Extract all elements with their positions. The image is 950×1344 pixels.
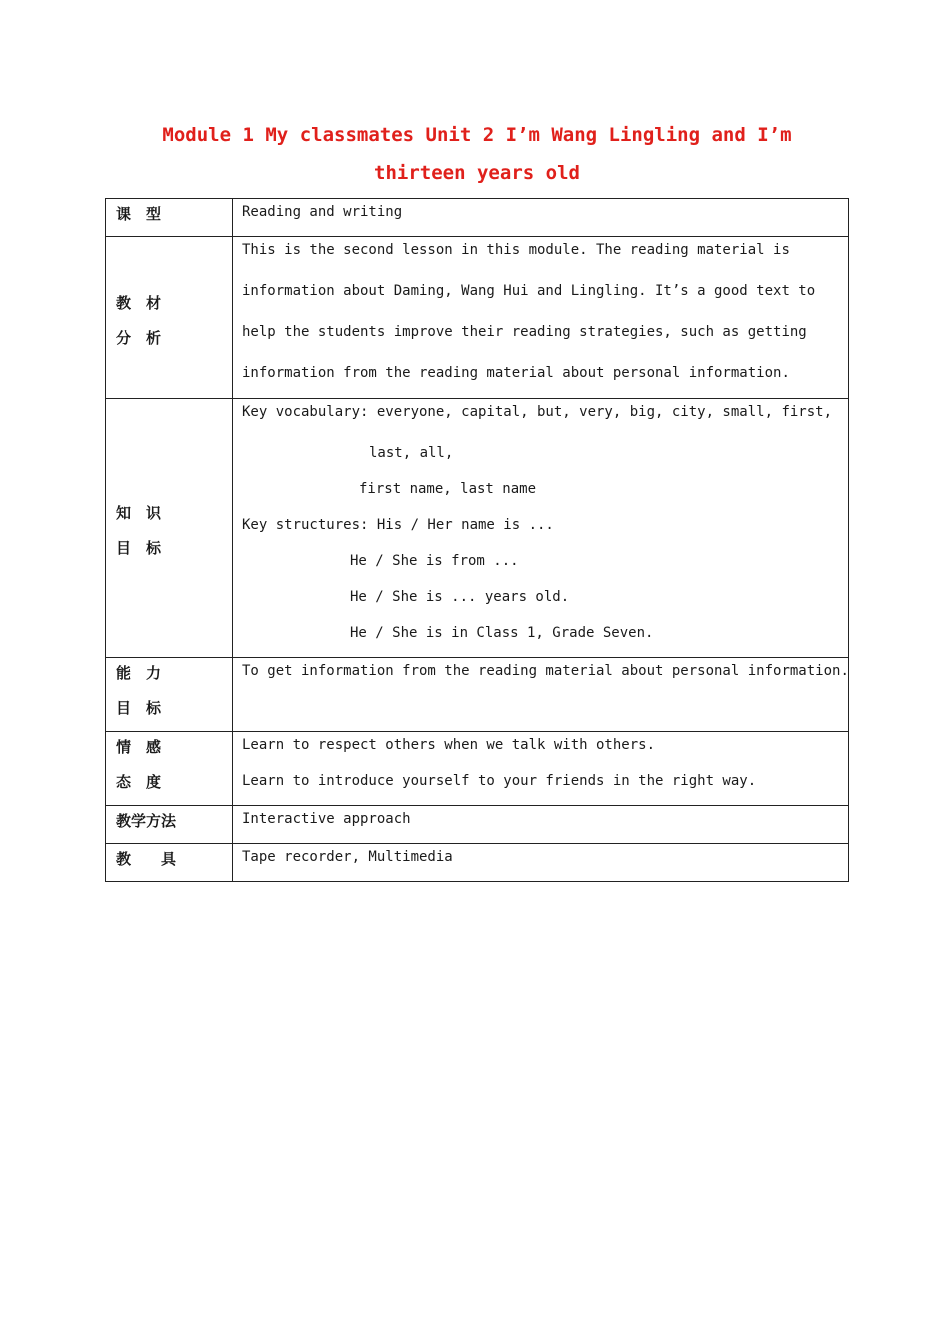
label-emotion-line-2: 态 度 <box>116 773 162 791</box>
label-teaching-tools-text: 教 具 <box>116 850 177 868</box>
label-ability-line-2: 目 标 <box>116 699 162 717</box>
label-emotion-attitude <box>106 732 233 806</box>
label-knowledge-line-2: 目 标 <box>116 539 162 557</box>
label-teaching-method-text: 教学方法 <box>116 812 177 830</box>
label-emotion-line-1: 情 感 <box>116 738 162 756</box>
row-emotion-attitude <box>106 732 849 806</box>
label-material-analysis-line-2: 分 析 <box>116 328 162 347</box>
structures-line-3: He / She is ... years old. <box>350 589 570 605</box>
label-lesson-type-text: 课 型 <box>116 205 162 223</box>
label-teaching-method <box>106 806 233 844</box>
analysis-line-2: information about Daming, Wang Hui and Lingling. It’s a good text to <box>242 283 816 299</box>
teaching-tools-value: Tape recorder, Multimedia <box>242 849 453 865</box>
content-teaching-method <box>233 806 849 844</box>
lesson-type-value: Reading and writing <box>242 204 403 220</box>
vocabulary-line-3: first name, last name <box>359 481 537 497</box>
label-material-analysis <box>106 237 233 399</box>
structures-line-4: He / She is in Class 1, Grade Seven. <box>350 625 654 641</box>
content-teaching-tools <box>233 844 849 882</box>
analysis-line-3: help the students improve their reading strategies, such as getting <box>242 324 807 340</box>
row-knowledge-objectives <box>106 399 849 658</box>
page-title-line-2: thirteen years old <box>374 162 580 184</box>
content-emotion-attitude <box>233 732 849 806</box>
row-teaching-method <box>106 806 849 844</box>
ability-text: To get information from the reading material about personal information. <box>242 663 849 679</box>
label-lesson-type <box>106 199 233 237</box>
emotion-line-2: Learn to introduce yourself to your friends in the right way. <box>242 773 757 789</box>
structures-line-1: Key structures: His / Her name is ... <box>242 517 554 533</box>
label-knowledge-objectives <box>106 399 233 658</box>
label-ability-line-1: 能 力 <box>116 664 162 682</box>
analysis-line-4: information from the reading material about personal information. <box>242 365 790 381</box>
row-lesson-type <box>106 199 849 237</box>
row-teaching-tools <box>106 844 849 882</box>
structures-line-2: He / She is from ... <box>350 553 519 569</box>
analysis-line-1: This is the second lesson in this module. The reading material is <box>242 242 790 258</box>
vocabulary-line-1: Key vocabulary: everyone, capital, but, very, big, city, small, first, <box>242 404 833 420</box>
lesson-plan-table <box>105 198 849 882</box>
vocabulary-line-2: last, all, <box>369 445 454 461</box>
emotion-line-1: Learn to respect others when we talk with others. <box>242 737 656 753</box>
content-ability-objectives <box>233 658 849 732</box>
row-material-analysis <box>106 237 849 399</box>
teaching-method-value: Interactive approach <box>242 811 411 827</box>
content-material-analysis <box>233 237 849 399</box>
label-ability-objectives <box>106 658 233 732</box>
label-teaching-tools <box>106 844 233 882</box>
row-ability-objectives <box>106 658 849 732</box>
page-title-line-1: Module 1 My classmates Unit 2 I’m Wang Lingling and I’m <box>162 124 792 146</box>
content-lesson-type <box>233 199 849 237</box>
label-material-analysis-line-1: 教 材 <box>116 293 162 312</box>
content-knowledge-objectives <box>233 399 849 658</box>
label-knowledge-line-1: 知 识 <box>116 504 162 522</box>
